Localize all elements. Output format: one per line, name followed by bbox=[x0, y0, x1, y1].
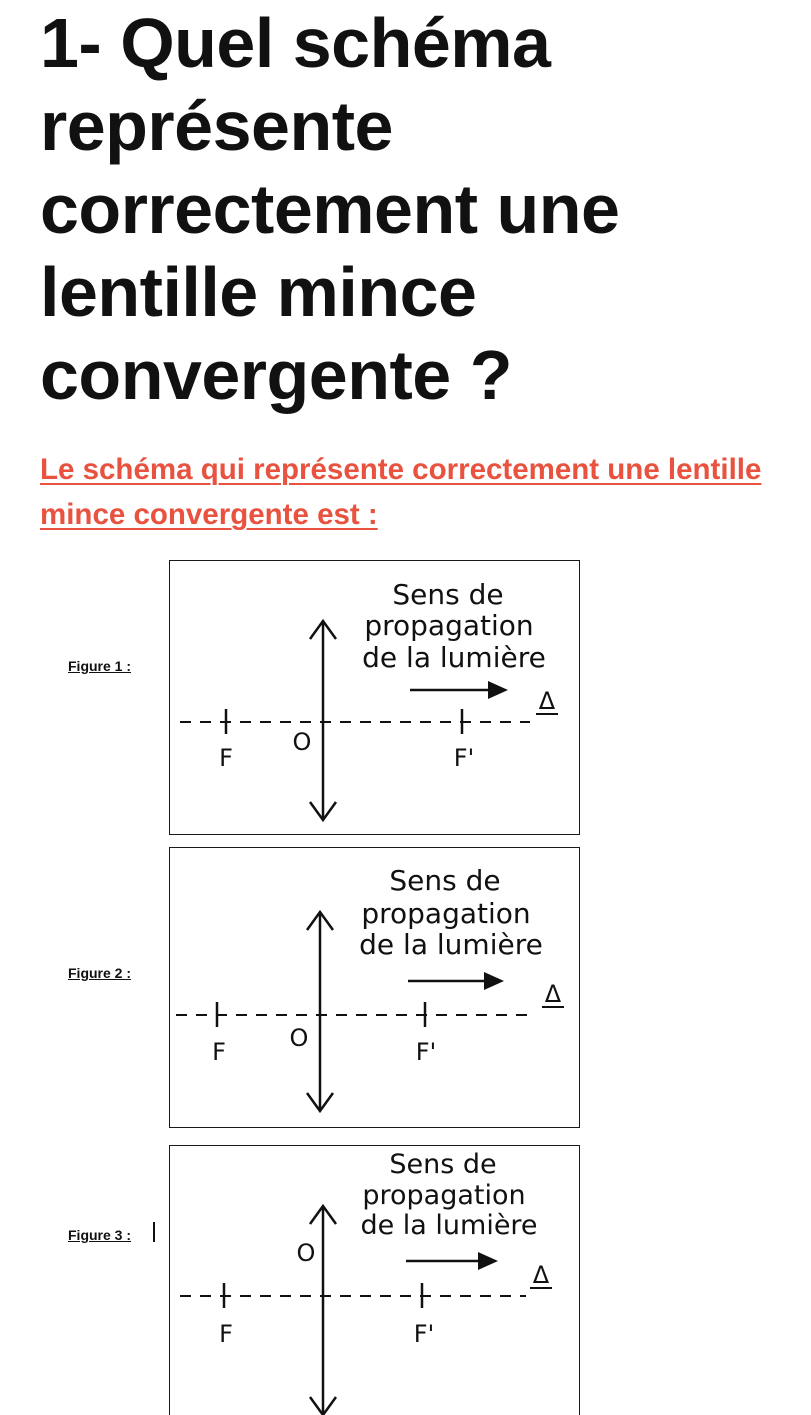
figure-1-svg bbox=[170, 561, 580, 835]
figure-1-sens-line1: Sens de bbox=[392, 578, 504, 611]
figure-3-label-F: F bbox=[219, 1320, 233, 1348]
figure-2-sens-line3: de la lumière bbox=[359, 928, 543, 961]
answer-text: Le schéma qui représente correctement une lentille mince convergente est : bbox=[40, 453, 762, 531]
figure-3-svg bbox=[170, 1146, 580, 1415]
figure-2-arrowhead-icon bbox=[484, 972, 504, 990]
figure-2-diagram bbox=[169, 847, 580, 1128]
figure-3-arrowhead-icon bbox=[478, 1252, 498, 1270]
figure-2-svg bbox=[170, 848, 580, 1128]
figure-2-label-F: F bbox=[212, 1038, 226, 1066]
figure-3-sens-line1: Sens de bbox=[389, 1149, 497, 1180]
figure-3-sens-line2: propagation bbox=[362, 1180, 526, 1211]
figure-3-label-O: O bbox=[296, 1239, 316, 1267]
figure-1-label-O: O bbox=[292, 728, 312, 756]
figure-1-label: Figure 1 : bbox=[68, 658, 132, 674]
figure-2-label-O: O bbox=[289, 1024, 309, 1052]
figure-1-sens-line2: propagation bbox=[364, 609, 534, 642]
figure-2-delta: Δ bbox=[544, 980, 562, 1008]
figure-1-arrowhead-icon bbox=[488, 681, 508, 699]
figure-3-delta: Δ bbox=[532, 1261, 550, 1289]
figure-2-label: Figure 2 : bbox=[68, 965, 132, 981]
figure-1-delta: Δ bbox=[538, 687, 556, 715]
figure-2-label-Fp: F' bbox=[415, 1038, 437, 1066]
figure-1-diagram bbox=[169, 560, 580, 835]
figure-3-label-Fp: F' bbox=[413, 1320, 435, 1348]
figure-2-sens-line1: Sens de bbox=[389, 864, 501, 897]
question-title: 1- Quel schéma représente correctement une lentille mince convergente ? bbox=[40, 4, 620, 414]
text-cursor bbox=[153, 1222, 155, 1242]
figure-3-label: Figure 3 : bbox=[68, 1227, 132, 1243]
figure-3-diagram bbox=[169, 1145, 580, 1415]
figure-1-label-F: F bbox=[219, 744, 233, 772]
figure-1-sens-line3: de la lumière bbox=[362, 641, 546, 674]
figure-2-sens-line2: propagation bbox=[361, 897, 531, 930]
figure-3-sens-line3: de la lumière bbox=[360, 1210, 538, 1241]
figure-1-label-Fp: F' bbox=[453, 744, 475, 772]
